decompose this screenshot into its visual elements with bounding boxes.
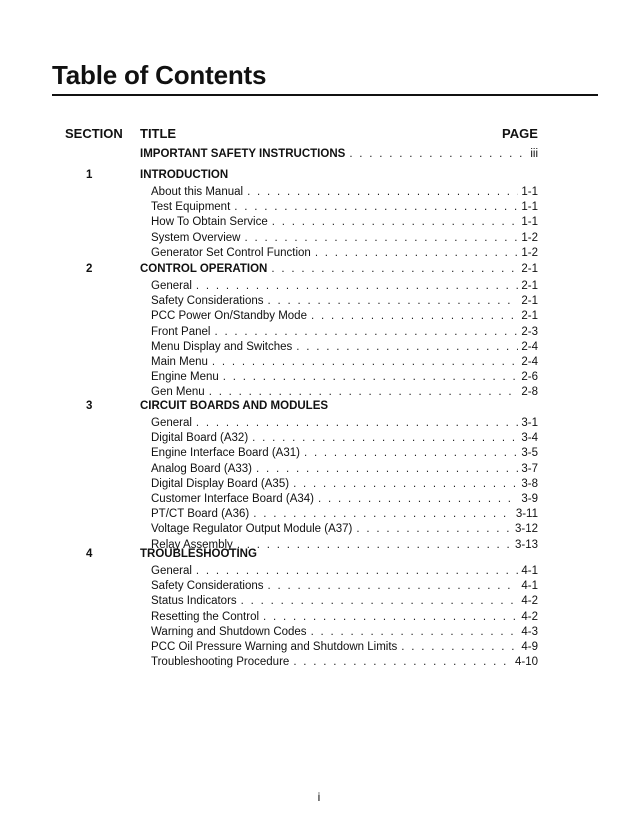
toc-entry-label: IMPORTANT SAFETY INSTRUCTIONS (140, 148, 346, 160)
toc-entry-label: Engine Menu (151, 371, 219, 384)
dot-leader (209, 386, 519, 398)
page-column-header: PAGE (502, 126, 538, 141)
section-number: 1 (86, 169, 93, 181)
toc-entry-label: How To Obtain Service (151, 216, 268, 229)
dot-leader (244, 232, 518, 244)
toc-entry-page: 2-4 (521, 356, 538, 368)
dot-leader (296, 341, 518, 353)
section-title: TROUBLESHOOTING (140, 548, 257, 560)
dot-leader (196, 565, 518, 577)
toc-entry-label: PCC Power On/Standby Mode (151, 310, 307, 323)
toc-entry[interactable] (151, 201, 538, 213)
toc-entry-label: Generator Set Control Function (151, 246, 311, 259)
section-title: INTRODUCTION (140, 169, 229, 181)
dot-leader (293, 656, 512, 668)
toc-entry-page: 3-9 (521, 493, 538, 505)
dot-leader (253, 508, 513, 520)
toc-entry-label: Digital Display Board (A35) (151, 477, 290, 490)
dot-leader (241, 595, 519, 607)
toc-entry-page: 4-10 (514, 656, 538, 669)
toc-entry-label: Main Menu (151, 356, 208, 368)
toc-entry[interactable] (151, 232, 538, 244)
dot-leader (256, 463, 518, 475)
toc-entry[interactable] (151, 565, 538, 577)
toc-entry-page: 2-1 (521, 295, 538, 308)
toc-entry-label: Digital Board (A32) (151, 432, 249, 445)
toc-entry-page: 1-2 (521, 246, 538, 259)
section-number: 3 (86, 400, 93, 412)
toc-entry[interactable] (151, 280, 538, 292)
toc-entry-label: Test Equipment (151, 201, 231, 214)
toc-entry-page: 3-13 (514, 538, 538, 551)
toc-entry[interactable] (151, 641, 538, 653)
section-title: CONTROL OPERATION (140, 263, 268, 275)
toc-entry-page: 3-11 (515, 508, 538, 521)
toc-entry[interactable] (151, 447, 538, 459)
toc-entry[interactable] (151, 463, 538, 475)
toc-entry-label: General (151, 417, 192, 429)
section-title: CIRCUIT BOARDS AND MODULES (140, 400, 329, 412)
toc-entry-label: Safety Considerations (151, 580, 264, 593)
dot-leader (304, 447, 518, 459)
dot-leader (196, 417, 518, 429)
dot-leader (247, 186, 518, 198)
toc-entry-label: Relay Assembly (151, 538, 233, 551)
toc-entry-label: Voltage Regulator Output Module (A37) (151, 523, 353, 536)
toc-entry-label: Troubleshooting Procedure (151, 656, 290, 669)
dot-leader (401, 641, 518, 653)
dot-leader (212, 356, 518, 368)
toc-entry-page: iii (530, 148, 538, 160)
dot-leader (318, 493, 518, 505)
toc-entry-page: 4-1 (521, 580, 538, 593)
dot-leader (214, 326, 518, 338)
toc-entry[interactable] (151, 295, 538, 307)
toc-entry-label: System Overview (151, 231, 241, 244)
toc-entry[interactable] (151, 417, 538, 429)
toc-entry-safety[interactable] (140, 148, 538, 160)
toc-entry[interactable] (151, 371, 538, 383)
title-rule (52, 94, 598, 96)
toc-entry-label: About this Manual (151, 186, 244, 198)
toc-entry-page: 3-8 (521, 477, 538, 490)
toc-entry-label: PT/CT Board (A36) (151, 508, 250, 521)
toc-entry-page: 4-9 (521, 641, 538, 653)
toc-entry-label: Resetting the Control (151, 610, 260, 623)
section-title-entry[interactable] (140, 548, 538, 560)
toc-entry[interactable] (151, 478, 538, 490)
dot-leader (315, 247, 519, 259)
section-page: 2-1 (521, 263, 538, 275)
toc-entry-label: General (151, 565, 192, 577)
section-number: 2 (86, 263, 93, 275)
toc-entry[interactable] (151, 432, 538, 444)
toc-entry-label: Menu Display and Switches (151, 340, 293, 353)
toc-entry-page: 1-1 (521, 201, 538, 214)
toc-entry[interactable] (151, 356, 538, 368)
toc-entry[interactable] (151, 341, 538, 353)
toc-entry-page: 3-12 (514, 523, 538, 536)
toc-entry-page: 1-1 (521, 216, 538, 229)
toc-entry-page: 2-1 (521, 310, 538, 323)
toc-entry[interactable] (151, 523, 538, 535)
dot-leader (234, 201, 518, 213)
toc-entry[interactable] (151, 186, 538, 198)
toc-entry-page: 4-3 (521, 625, 538, 638)
toc-entry-page: 1-1 (521, 186, 538, 198)
toc-entry-page: 2-6 (521, 371, 538, 384)
toc-entry[interactable] (151, 386, 538, 398)
dot-leader (272, 216, 519, 228)
section-title-entry[interactable] (140, 169, 538, 181)
toc-entry-label: Front Panel (151, 325, 211, 338)
toc-entry-page: 3-5 (521, 447, 538, 460)
toc-entry-page: 4-2 (521, 610, 538, 623)
section-number: 4 (86, 548, 93, 560)
toc-entry-page: 4-1 (521, 565, 538, 577)
toc-entry-page: 1-2 (521, 231, 538, 244)
toc-entry-label: Warning and Shutdown Codes (151, 625, 307, 638)
toc-entry-label: Analog Board (A33) (151, 462, 253, 475)
page-number: i (317, 790, 321, 804)
dot-leader (263, 611, 518, 623)
toc-entry-label: General (151, 280, 192, 292)
toc-entry[interactable] (151, 656, 538, 668)
toc-entry-page: 2-4 (521, 340, 538, 353)
dot-leader (293, 478, 518, 490)
title-column-header: TITLE (140, 126, 177, 141)
toc-entry-label: Customer Interface Board (A34) (151, 493, 314, 505)
toc-entry-label: Status Indicators (151, 595, 237, 608)
dot-leader (271, 263, 518, 275)
dot-leader (252, 432, 518, 444)
toc-entry-page: 2-3 (521, 325, 538, 338)
toc-entry[interactable] (151, 626, 538, 638)
toc-entry-page: 4-2 (521, 595, 538, 608)
dot-leader (311, 310, 518, 322)
toc-entry[interactable] (151, 580, 538, 592)
toc-entry-page: 3-1 (521, 417, 538, 429)
page-title: Table of Contents (52, 60, 267, 90)
dot-leader (223, 371, 519, 383)
toc-entry-label: Engine Interface Board (A31) (151, 447, 300, 460)
section-title-entry[interactable] (140, 400, 538, 412)
dot-leader (268, 580, 519, 592)
toc-entry-label: Gen Menu (151, 386, 205, 399)
dot-leader (268, 295, 519, 307)
dot-leader (311, 626, 519, 638)
toc-entry[interactable] (151, 493, 538, 505)
toc-entry-label: PCC Oil Pressure Warning and Shutdown Limits (151, 641, 398, 653)
toc-entry[interactable] (151, 595, 538, 607)
toc-entry-label: Safety Considerations (151, 295, 264, 308)
toc-entry[interactable] (151, 310, 538, 322)
section-title-entry[interactable] (140, 263, 538, 275)
section-column-header: SECTION (65, 126, 123, 141)
toc-entry[interactable] (151, 326, 538, 338)
toc-entry-page: 3-7 (521, 462, 538, 475)
dot-leader (356, 523, 512, 535)
toc-entry-page: 2-1 (521, 280, 538, 292)
toc-entry[interactable] (151, 611, 538, 623)
dot-leader (196, 280, 518, 292)
toc-entry-page: 3-4 (521, 432, 538, 445)
dot-leader (349, 148, 527, 160)
toc-entry[interactable] (151, 216, 538, 228)
toc-entry-page: 2-8 (521, 386, 538, 399)
toc-entry[interactable] (151, 247, 538, 259)
toc-entry[interactable] (151, 508, 538, 520)
